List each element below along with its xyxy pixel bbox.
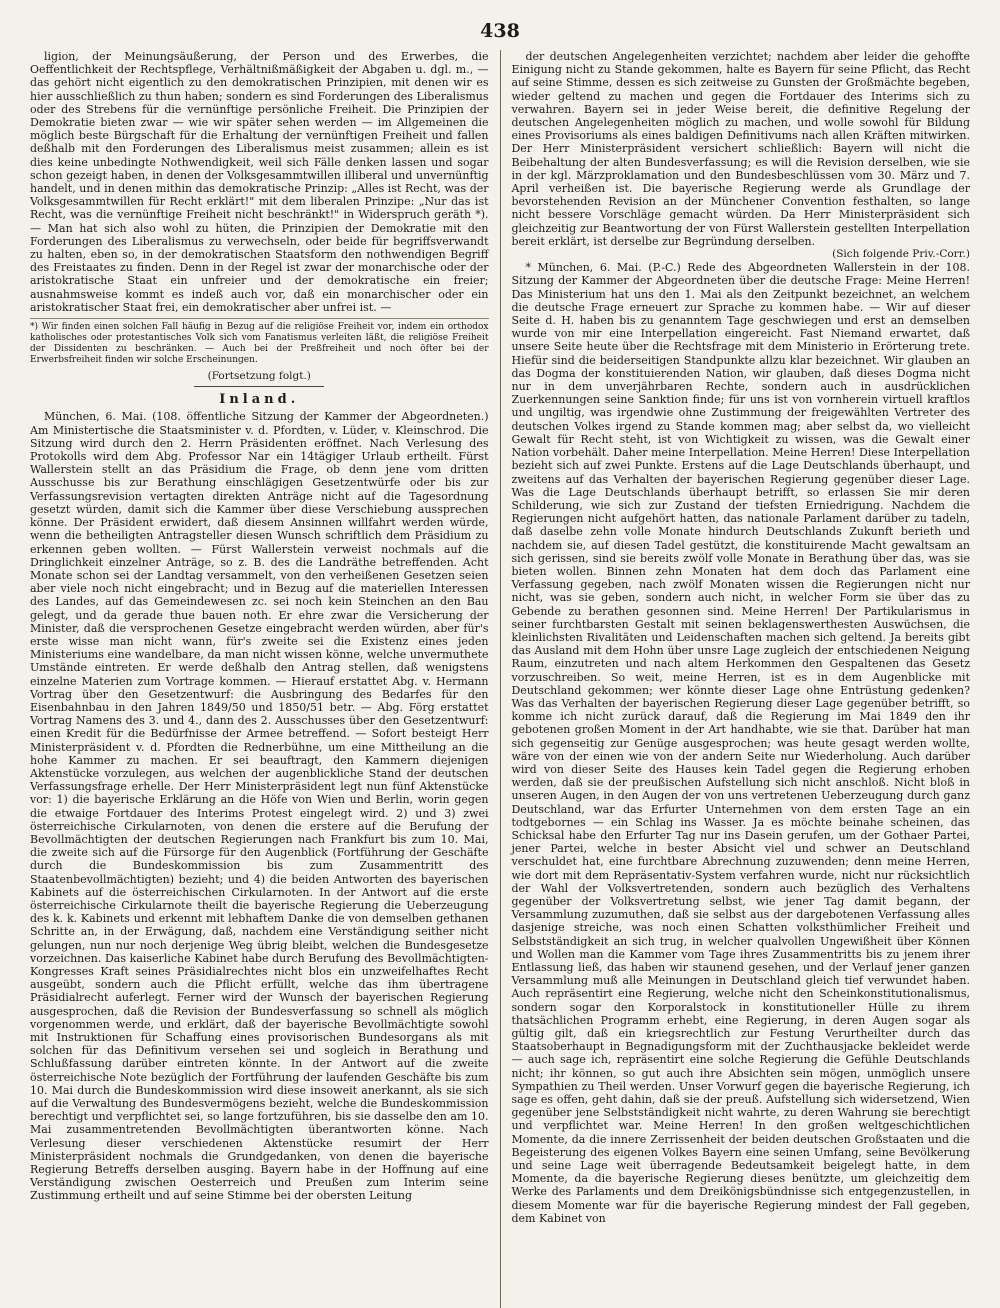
page-number: 438 bbox=[480, 20, 520, 42]
source-note: (Sich folgende Priv.-Corr.) bbox=[832, 248, 970, 261]
column-divider bbox=[500, 50, 501, 1308]
text-columns bbox=[30, 50, 970, 1308]
section-divider bbox=[194, 386, 324, 387]
section-heading: Inland. bbox=[219, 392, 300, 408]
footnote: *) Wir finden einen solchen Fall häufig in Bezug auf die religiöse Freiheit vor, indem ein orthodox katholisches oder protestantisches Volk sich vom Fanatismus verleiten läßt, die religiöse Freiheit der Dissidenten zu beschränken. — Auch bei der Preßfreiheit und noch öfter bei der Erwerbsfreiheit finden wir solche Erscheinungen. bbox=[30, 318, 489, 366]
right-column bbox=[504, 50, 970, 1308]
left-column bbox=[30, 50, 496, 1308]
report-paragraph: München, 6. Mai. (108. öffentliche Sitzung der Kammer der Abgeordneten.) Am Ministertische die Staatsminister v. d. Pfordten, v. Lüder, v. Kleinschrod. Die Sitzung wird durch den 2. Herrn Präsidenten eröffnet. Nach Verlesung des Protokolls wird dem Abg. Professor Nar ein 14tägiger Urlaub ertheilt. Fürst Wallerstein stellt an das Präsidium die Frage, ob denn jene vom dritten Ausschusse bis zur Berathung einschlägigen Gesetzentwürfe oder bis zur Verfassungsrevision vertagten direkten Anträge nicht auf die Tagesordnung gesetzt würden, damit sich die Kammer über diese Verschiebung aussprechen könne. Der Präsident erwidert, daß diesem Ansinnen willfahrt werden würde, wenn die betheiligten Antragsteller diesen Wunsch schriftlich dem Präsidium zu erkennen geben wollten. — Fürst Wallerstein verweist nochmals auf die Dringlichkeit einzelner Anträge, so z. B. des die Landräthe betreffenden. Acht Monate schon sei der Landtag versammelt, von den verheißenen Gesetzen seien aber viele noch nicht eingebracht; und in Bezug auf die materiellen Interessen des Landes, auf das Gemeindewesen zc. sei noch kein Steinchen an den Bau gelegt, und da gerade thue bauen noth. Er ehre zwar die Versicherung der Minister, daß die versprochenen Gesetze eingebracht werden würden, aber für's erste wisse man nicht wann, für's zweite sei die Existenz eines jeden Ministeriums eine wandelbare, da man nicht wissen könne, welche unvermuthete Umstände eintreten. Er werde deßhalb den Antrag stellen, daß wenigstens einzelne Materien zum Vortrage kommen. — Hierauf erstattet Abg. v. Hermann Vortrag über den Gesetzentwurf: die Ausbringung des Bedarfes für den Eisenbahnbau in den Jahren 1849/50 und 1850/51 betr. — Abg. Förg erstattet Vortrag Namens des 3. und 4., dann des 2. Ausschusses über den Gesetzentwurf: einen Kredit für die Bedürfnisse der Armee betreffend. — Sofort besteigt Herr Ministerpräsident v. d. Pfordten die Rednerbühne, um eine Mittheilung an die hohe Kammer zu machen. Er sei beauftragt, den Kammern diejenigen Aktenstücke vorzulegen, aus welchen der augenblickliche Stand der deutschen Verfassungsfrage erhelle. Der Herr Ministerpräsident legt nun fünf Aktenstücke vor: 1) die bayerische Erklärung an die Höfe von Wien und Berlin, worin gegen die etwaige Fortdauer des Interims Protest eingelegt wird. 2) und 3) zwei österreichische Cirkularnoten, von denen die erstere auf die Berufung der Bevollmächtigten der deutschen Regierungen nach Frankfurt bis zum 10. Mai, die zweite sich auf die Fürsorge für den Augenblick (Fortführung der Geschäfte durch die Bundeskommission bis zum Zusammentritt des Staatenbevollmächtigten) bezieht; und 4) die beiden Antworten des bayerischen Kabinets auf die österreichischen Cirkularnoten. In der Antwort auf die erste österreichische Cirkularnote theilt die bayerische Regierung die Ueberzeugung des k. k. Kabinets und erkennt mit lebhaftem Danke die von demselben gethanen Schritte an, in der Erwägung, daß, nachdem eine Verständigung seither nicht gelungen, nun nur noch derjenige Weg übrig bleibt, welchen die Bundesgesetze vorzeichnen. Das kaiserliche Kabinet habe durch Berufung des Bevollmächtigten-Kongresses Kraft seines Präsidialrechtes nicht blos ein unzweifelhaftes Recht ausgeübt, sondern auch die Pflicht erfüllt, welche das ihm übertragene Präsidialrecht auferlegt. Ferner wird der Wunsch der bayerischen Regierung ausgesprochen, daß die Revision der Bundesverfassung so schnell als möglich vorgenommen werde, und erklärt, daß der bayerische Bevollmächtigte sowohl mit Instruktionen für Schaffung eines provisorischen Bundesorgans als mit solchen für das Definitivum versehen sei und sogleich in Berathung und Schlußfassung darüber eintreten könnte. In der Antwort auf die zweite österreichische Note bezüglich der Fortführung der laufenden Geschäfte bis zum 10. Mai durch die Bundeskommission wird diese insoweit anerkannt, als sie sich auf die Verwaltung des Bundesvermögens bezieht, welche die Bundeskommission berechtigt und verpflichtet sei, so lange fortzuführen, bis sie dasselbe den am 10. Mai zusammentretenden Bevollmächtigten überantworten könne. Nach Verlesung dieser verschiedenen Aktenstücke resumirt der Herr Ministerpräsident nochmals die Grundgedanken, von denen die bayerische Regierung Betreffs derselben ausging. Bayern habe in der Hoffnung auf eine Verständigung zwischen Oesterreich und Preußen zum Interim seine Zustimmung ertheilt und auf seine Stimme bei der obersten Leitung bbox=[30, 410, 489, 1203]
continued-note: (Fortsetzung folgt.) bbox=[207, 370, 311, 383]
article-paragraph: ligion, der Meinungsäußerung, der Person und des Erwerbes, die Oeffentlichkeit der Rechtspflege, Verhältnißmäßigkeit der Abgaben u. dgl. m., — das gehört nicht eigentlich zu den demokratischen Prinzipien, mit denen wir es hier ausschließlich zu thun haben; sondern es sind Forderungen des Liberalismus oder des Strebens für die vernünftige persönliche Freiheit. Die Prinzipien der Demokratie bieten zwar — wie wir später sehen werden — im Allgemeinen die möglich beste Bürgschaft für die Erhaltung der vernünftigen Freiheit und fallen deßhalb mit den Forderungen des Liberalismus meist zusammen; allein es ist dies keine unbedingte Nothwendigkeit, weil sich Fälle denken lassen und sogar schon gezeigt haben, in denen der Volksgesammtwillen illiberal und unvernünftig handelt, und in denen mithin das demokratische Prinzip: „Alles ist Recht, was der Volksgesammtwillen für Recht erklärt!" mit dem liberalen Prinzipe: „Nur das ist Recht, was die vernünftige Freiheit nicht beschränkt!" in Widerspruch geräth *). — Man hat sich also wohl zu hüten, die Prinzipien der Demokratie mit den Forderungen des Liberalismus zu verwechseln, oder beide für begriffsverwandt zu halten, eben so, in der demokratischen Staatsform den nothwendigen Begriff des Freistaates zu finden. Denn in der Regel ist zwar der monarchische oder der aristokratische Staat ein unfreier und der demokratische ein freier; ausnahmsweise kommt es indeß auch vor, daß ein monarchischer oder ein aristokratischer Staat frei, ein demokratischer aber unfrei ist. — bbox=[30, 50, 489, 314]
speech-paragraph: * München, 6. Mai. (P.-C.) Rede des Abgeordneten Wallerstein in der 108. Sitzung der Kammer der Abgeordneten über die deutsche Frage: Meine Herren! Das Ministerium hat uns den 1. Mai als den Zeitpunkt bezeichnet, an welchem die deutsche Frage erneuert zur Sprache zu kommen habe. — Wir auf dieser Seite d. H. haben bis zu genanntem Tage geschwiegen und erst an demselben wurde von mir eine Interpellation eingereicht. Fast Niemand erwartet, daß unsere Seite heute über die Rechtsfrage mit dem Ministerio in Erörterung trete. Hiefür sind die beiderseitigen Standpunkte allzu klar bezeichnet. Wir glauben an das Dogma der konstituierenden Nation, wir glauben, daß dieses Dogma nicht nur in dem unverjährbaren Rechte, sondern auch in ausdrücklichen Zuerkennungen seine Sanktion finde; für uns ist von vornherein virtuell kraftlos und ungiltig, was irgendwie ohne Zustimmung der freigewählten Vertreter des deutschen Volkes irgend zu Stande kommen mag; aber selbst da, wo vielleicht Gewalt für Recht steht, ist von Wichtigkeit zu wissen, was die Gewalt einer Nation vorbehält. Daher meine Interpellation. Meine Herren! Diese Interpellation bezieht sich auf zwei Punkte. Erstens auf die Lage Deutschlands überhaupt, und zweitens auf das Verhalten der bayerischen Regierung gegenüber dieser Lage. Was die Lage Deutschlands überhaupt betrifft, so erlassen Sie mir deren Schilderung, wie sich zur Zustand der tiefsten Erniedrigung. Nachdem die Regierungen nicht aufgehört hatten, das nationale Parlament darüber zu tadeln, daß daselbe zehn volle Monate hindurch Deutschlands Zukunft berieth und nachdem sie, auf diesen Tadel gestützt, die konstituirende Macht gewaltsam an sich gerissen, sind sie bereits zwölf volle Monate in Berathung über das, was sie bieten wollen. Binnen zehn Monaten hat dem doch das Parlament eine Verfassung gegeben, nach zwölf Monaten wissen die Regierungen nicht nur nicht, was sie geben, sondern auch nicht, in welcher Form sie über das zu Gebende zu berathen gesonnen sind. Meine Herren! Der Partikularismus in seiner furchtbarsten Gestalt mit seinen beklagenswerthesten Auswüchsen, die kleinlichsten Rivalitäten und Leidenschaften machen sich geltend. Ja bereits gibt das Ausland mit dem Hohn über unsre Lage zugleich der entschiedenen Neigung Raum, einzutreten und nach altem Herkommen den Gespaltenen das Gesetz vorzuschreiben. So weit, meine Herren, ist es in dem Augenblicke mit Deutschland gekommen; wer könnte dieser Lage ohne Entrüstung gedenken? Was das Verhalten der bayerischen Regierung dieser Lage gegenüber betrifft, so komme ich nicht zurück darauf, daß die Regierung im Mai 1849 den ihr gebotenen großen Moment in der Art handhabte, wie sie that. Darüber hat man sich gegenseitig zur Genüge ausgesprochen; was heute gesagt werden wollte, wäre von der einen wie von der andern Seite nur Wiederholung. Auch darüber wird von dieser Seite des Hauses kein Tadel gegen die Regierung erhoben werden, daß sie der preußischen Aufstellung sich nicht anschloß. Nicht bloß in unseren Augen, in den Augen der von uns vertretenen Ueberzeugung durch ganz Deutschland, war das Erfurter Unternehmen von dem ersten Tage an ein todtgebornes — ein Schlag ins Wasser. Ja es möchte beinahe scheinen, das Schicksal habe den Erfurter Tag nur ins Dasein gerufen, um der Gothaer Partei, jener Partei, welche in bester Absicht viel und schwer an Deutschland verschuldet hat, eine furchtbare Abrechnung zuzuwenden; denn meine Herren, wie dort mit dem Repräsentativ-System verfahren wurde, nicht nur rücksichtlich der Wahl der Volksvertretenden, sondern auch bezüglich des Verhaltens gegenüber der Volksvertretung selbst, wie jener Tag damit begann, der Versammlung zuzumuthen, daß sie selbst aus der dargebotenen Verfassung alles dasjenige streiche, was noch einen Schatten volksthümlicher Freiheit und Selbstständigkeit an sich trug, in welcher qualvollen Ungewißheit über Können und Wollen man die Kammer vom Tage ihres Zusammentritts bis zu jenem ihrer Entlassung ließ, das haben wir staunend gesehen, und der Verlauf jener ganzen Versammlung muß alle Meinungen in Deutschland gleich tief verwundet haben. Auch repräsentirt eine Regierung, welche nicht den Scheinkonstitutionalismus, sondern sogar den Korporalstock in konstitutioneller Hülle zu ihrem thatsächlichen Programm erhebt, eine Regierung, in deren Augen sogar als gültig gilt, daß ein kriegsrechtlich zur Festung Verurtheilter durch das Staatsoberhaupt in Begnadigungsform mit der Zuchthausjacke bekleidet werde — auch sage ich, repräsentirt eine solche Regierung die Gefühle Deutschlands nicht; ihr können, so gut auch ihre Absichten sein mögen, unmöglich unsere Sympathien zu Theil werden. Unser Vorwurf gegen die bayerische Regierung, ich sage es offen, geht dahin, daß sie der preuß. Aufstellung sich widersetzend, Wien gegenüber jene Selbstständigkeit nicht wahrte, zu deren Wahrung sie berechtigt und verpflichtet war. Meine Herren! In den großen weltgeschichtlichen Momente, da die innere Zerrissenheit der beiden deutschen Großstaaten und die Begeisterung des eigenen Volkes Bayern eine seinen Umfang, seine Bevölkerung und seine Lage weit überragende Bedeutsamkeit beigelegt hatte, in dem Momente, da die bayerische Regierung dieses benützte, um gleichzeitig dem Werke des Parlaments und dem Dreikönigsbündnisse sich entgegenzustellen, in diesem Momente war für die bayerische Regierung mindest der Fall gegeben, dem Kabinet von bbox=[511, 261, 970, 1225]
report-continuation: der deutschen Angelegenheiten verzichtet; nachdem aber leider die gehoffte Einigung nicht zu Stande gekommen, halte es Bayern für seine Pflicht, das Recht auf seine Stimme, dessen es sich zeitweise zu Gunsten der Großmächte begeben, wieder geltend zu machen und gegen die Fortdauer des Interims sich zu verwahren. Bayern sei in jeder Weise bereit, die definitive Regelung der deutschen Angelegenheiten möglich zu machen, und wolle sowohl für Bildung eines Provisoriums als eines baldigen Definitivums nach allen Kräften mitwirken. Der Herr Ministerpräsident versichert schließlich: Bayern will nicht die Beibehaltung der alten Bundesverfassung; es will die Revision derselben, wie sie in der kgl. Märzproklamation und den Bundesbeschlüssen vom 30. März und 7. April verheißen ist. Die bayerische Regierung werde als Grundlage der bevorstehenden Revision an der Münchener Convention festhalten, so lange nicht bessere Vorschläge gemacht würden. Da Herr Ministerpräsident sich gleichzeitig zur Beantwortung der von Fürst Wallerstein gestellten Interpellation bereit erklärt, ist derselbe zur Begründung derselben. bbox=[511, 50, 970, 248]
